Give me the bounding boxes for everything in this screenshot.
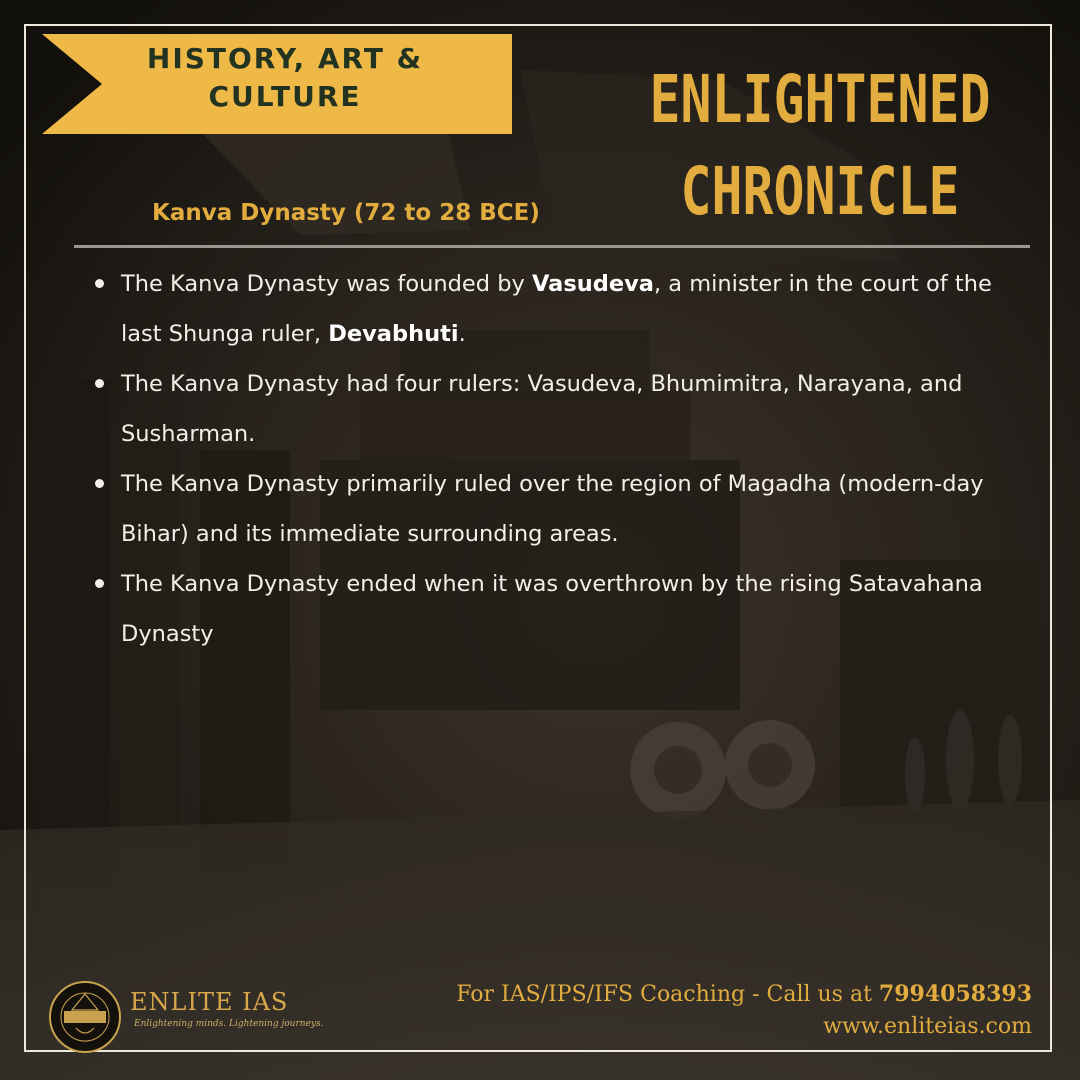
list-item-text: The Kanva Dynasty had four rulers: Vasudeva, Bhumimitra, Narayana, and Susharman. — [121, 371, 963, 447]
list-item-text-part: The Kanva Dynasty was founded by — [121, 271, 532, 297]
enlite-logo-icon — [48, 980, 122, 1054]
list-item — [92, 359, 1022, 459]
category-label-line2: CULTURE — [208, 80, 362, 113]
bullet-icon — [95, 579, 104, 588]
list-item-text-part: . — [458, 321, 466, 347]
list-item-text: The Kanva Dynasty primarily ruled over the region of Magadha (modern-day Bihar) and its immediate surrounding areas. — [121, 471, 984, 547]
list-item — [92, 259, 1022, 359]
brand-tagline: Enlightening minds. Lightening journeys. — [134, 1019, 324, 1029]
category-label-line1: HISTORY, ART & — [146, 42, 424, 75]
topic-heading: Kanva Dynasty (72 to 28 BCE) — [152, 200, 540, 226]
contact-prefix: For IAS/IPS/IFS Coaching - Call us at — [456, 982, 879, 1007]
main-title-line2: CHRONICLE — [680, 153, 960, 230]
bullet-icon — [95, 279, 104, 288]
contact-line — [456, 981, 1032, 1007]
list-item-text-part: , a minister in the court of the last Shunga ruler, — [121, 271, 992, 347]
website-link[interactable]: www.enliteias.com — [823, 1014, 1032, 1039]
list-item — [92, 459, 1022, 559]
bullet-icon — [95, 379, 104, 388]
list-item-bold-text: Vasudeva — [531, 271, 654, 297]
bullet-icon — [95, 479, 104, 488]
brand-name: ENLITE IAS — [130, 988, 289, 1016]
list-item — [92, 559, 1022, 659]
divider — [74, 245, 1030, 248]
phone-number[interactable]: 7994058393 — [878, 981, 1032, 1007]
list-item-bold-text: Devabhuti — [328, 321, 459, 347]
category-label — [120, 40, 450, 116]
main-title — [648, 54, 991, 238]
bullet-list — [92, 259, 1022, 659]
main-title-line1: ENLIGHTENED — [649, 61, 991, 138]
list-item-text: The Kanva Dynasty ended when it was overthrown by the rising Satavahana Dynasty — [121, 571, 983, 647]
